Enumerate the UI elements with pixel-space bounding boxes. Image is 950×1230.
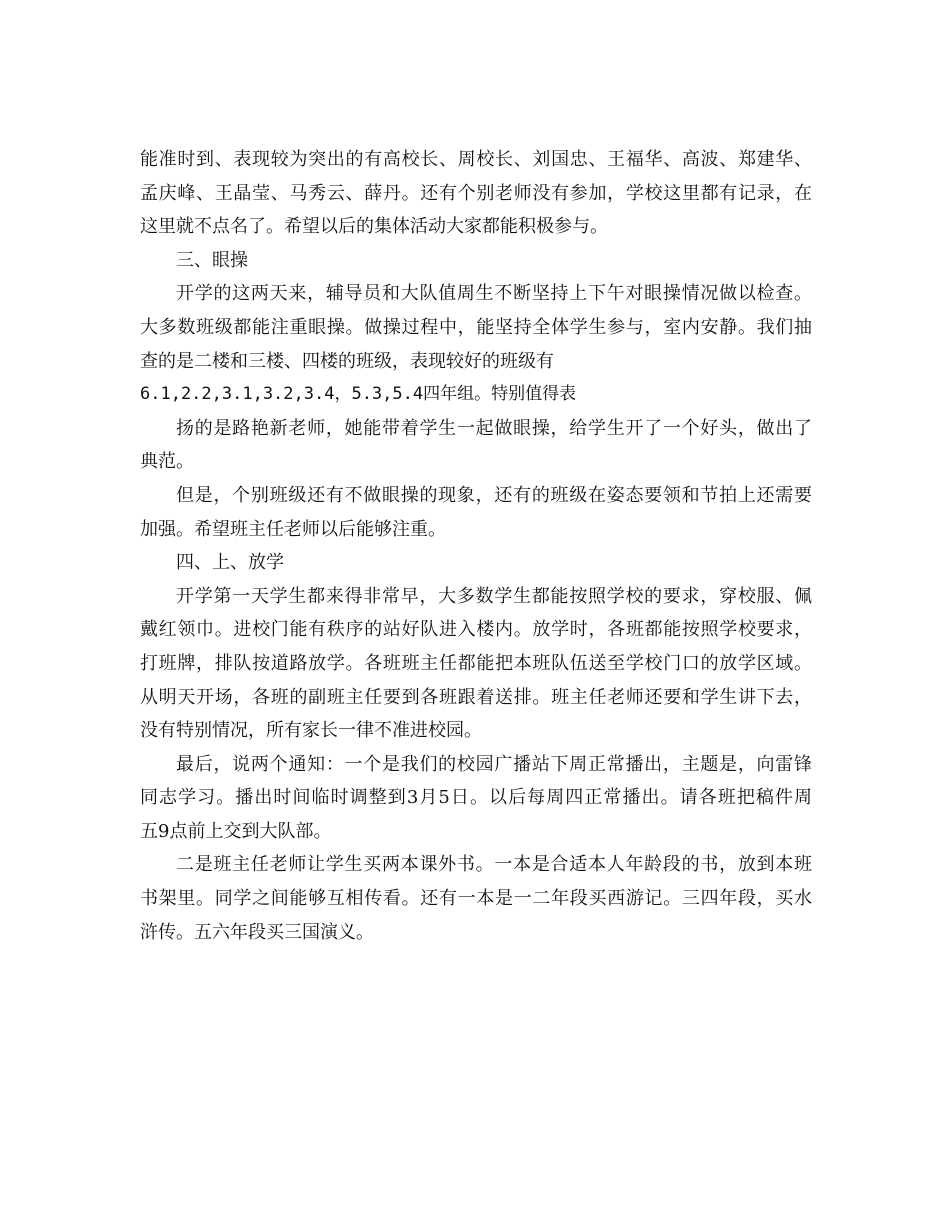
section-heading-eye-exercise: 三、眼操 <box>176 249 248 271</box>
text-line: 打班牌，排队按道路放学。各班班主任都能把本班队伍送至学校门口的放学区域。 <box>140 652 812 674</box>
text-line: 6.1,2.2,3.1,3.2,3.4，5.3,5.4四年组。特别值得表 <box>140 384 577 405</box>
text-line: 能准时到、表现较为突出的有高校长、周校长、刘国忠、王福华、高波、郑建华、 <box>140 149 812 170</box>
text-line: 书架里。同学之间能够互相传看。还有一本是一二年段买西游记。三四年段，买水 <box>140 888 812 910</box>
text-line: 二是班主任老师让学生买两本课外书。一本是合适本人年龄段的书，放到本班 <box>176 854 812 876</box>
text-line: 典范。 <box>140 451 194 473</box>
text-line: 戴红领巾。进校门能有秩序的站好队进入楼内。放学时，各班都能按照学校要求， <box>140 619 812 641</box>
text-line: 加强。希望班主任老师以后能够注重。 <box>140 518 446 540</box>
text-line: 五9点前上交到大队部。 <box>140 820 332 842</box>
text-line: 同志学习。播出时间临时调整到3月5日。以后每周四正常播出。请各班把稿件周 <box>140 787 812 809</box>
text-line: 浒传。五六年段买三国演义。 <box>140 921 374 943</box>
text-line: 扬的是路艳新老师，她能带着学生一起做眼操，给学生开了一个好头，做出了 <box>176 417 812 439</box>
text-line: 查的是二楼和三楼、四楼的班级，表现较好的班级有 <box>140 350 554 372</box>
text-line: 孟庆峰、王晶莹、马秀云、薛丹。还有个别老师没有参加，学校这里都有记录，在 <box>140 182 812 204</box>
text-line: 开学第一天学生都来得非常早，大多数学生都能按照学校的要求，穿校服、佩 <box>176 585 812 607</box>
text-line: 开学的这两天来，辅导员和大队值周生不断坚持上下午对眼操情况做以检查。 <box>176 283 812 305</box>
text-line: 最后，说两个通知：一个是我们的校园广播站下周正常播出，主题是，向雷锋 <box>176 753 812 775</box>
text-line: 从明天开场，各班的副班主任要到各班跟着送排。班主任老师还要和学生讲下去， <box>140 686 812 708</box>
text-line: 没有特别情况，所有家长一律不准进校园。 <box>140 720 482 742</box>
text-line: 这里就不点名了。希望以后的集体活动大家都能积极参与。 <box>140 216 608 238</box>
text-line: 但是，个别班级还有不做眼操的现象，还有的班级在姿态要领和节拍上还需要 <box>176 484 812 506</box>
document-body <box>140 143 812 949</box>
text-line: 大多数班级都能注重眼操。做操过程中，能坚持全体学生参与，室内安静。我们抽 <box>140 316 812 338</box>
section-heading-school-hours: 四、上、放学 <box>176 552 284 574</box>
